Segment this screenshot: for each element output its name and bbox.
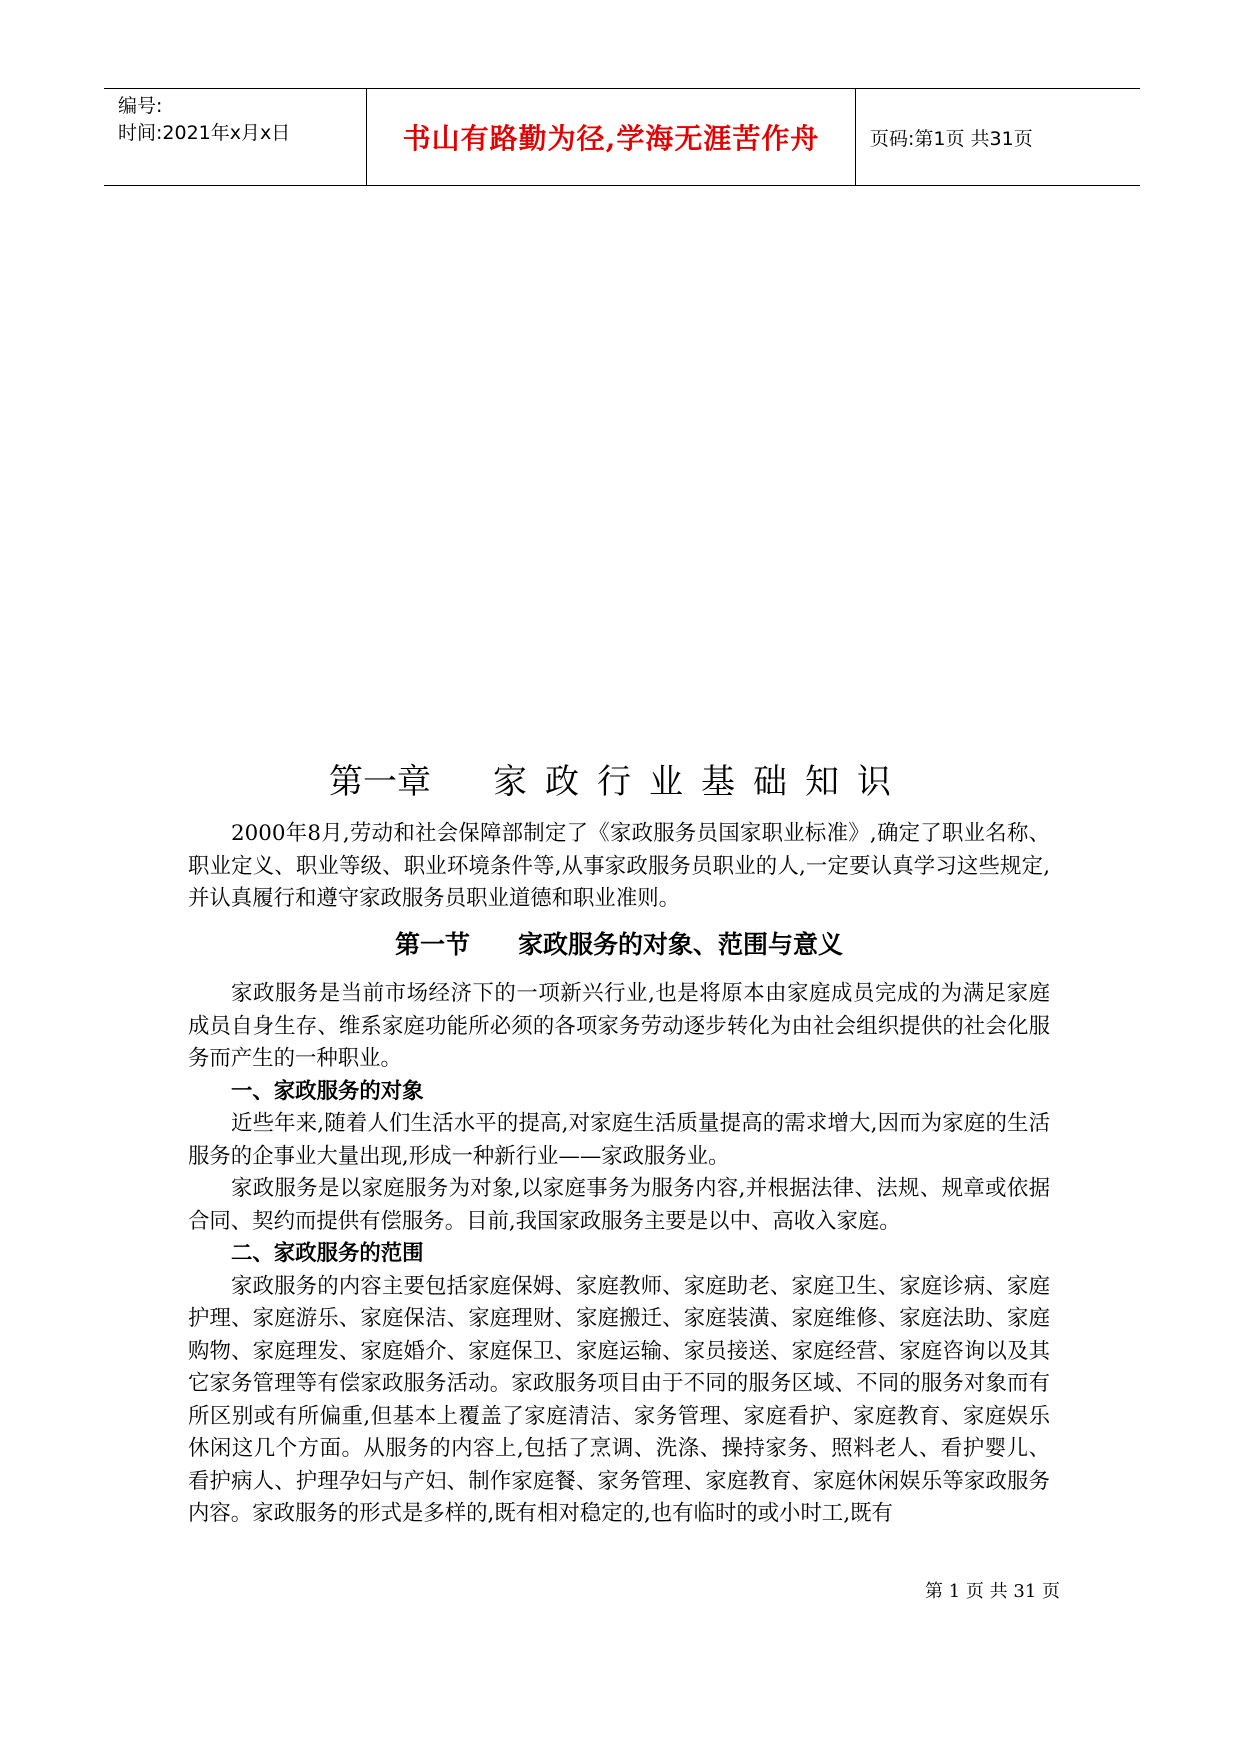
header-page-info: 页码:第1页 共31页: [870, 127, 1033, 150]
paragraph-4: 家政服务的内容主要包括家庭保姆、家庭教师、家庭助老、家庭卫生、家庭诊病、家庭护理、家庭游乐、家庭保洁、家庭理财、家庭搬迁、家庭装潢、家庭维修、家庭法助、家庭购物、家庭理发、家庭婚介、家庭保卫、家庭运输、家员接送、家庭经营、家庭咨询以及其它家务管理等有偿家政服务活动。家政服务项目由于不同的服务区域、不同的服务对象而有所区别或有所偏重,但基本上覆盖了家庭清洁、家务管理、家庭看护、家庭教育、家庭娱乐休闲这几个方面。从服务的内容上,包括了烹调、洗涤、操持家务、照料老人、看护婴儿、看护病人、护理孕妇与产妇、制作家庭餐、家务管理、家庭教育、家庭休闲娱乐等家政服务内容。家政服务的形式是多样的,既有相对稳定的,也有临时的或小时工,既有: [188, 1273, 1050, 1526]
header-motto: 书山有路勤为径,学海无涯苦作舟: [367, 89, 856, 185]
chapter-number: 第一章: [329, 762, 431, 802]
section-name: 家政服务的对象、范围与意义: [518, 930, 844, 959]
time-label: 时间:2021年x月x日: [118, 122, 291, 144]
intro-paragraph-block: [188, 818, 1050, 916]
subheading-service-scope: 二、家政服务的范围: [231, 1241, 424, 1266]
chapter-name: 家政行业基础知识: [493, 762, 909, 802]
intro-paragraph: 2000年8月,劳动和社会保障部制定了《家政服务员国家职业标准》,确定了职业名称、职业定义、职业等级、职业环境条件等,从事家政服务员职业的人,一定要认真学习这些规定,并认真履行和遵守家政服务员职业道德和职业准则。: [188, 821, 1050, 911]
subheading-service-objects: 一、家政服务的对象: [231, 1078, 424, 1104]
header-meta-cell: [104, 89, 367, 185]
section-number: 第一节: [394, 930, 470, 959]
page-footer: 第 1 页 共 31 页: [925, 1581, 1060, 1602]
section-title: [188, 928, 1050, 962]
paragraph-3: 家政服务是以家庭服务为对象,以家庭事务为服务内容,并根据法律、法规、规章或依据合同、契约而提供有偿服务。目前,我国家政服务主要是以中、高收入家庭。: [188, 1176, 1050, 1234]
number-label: 编号:: [118, 95, 163, 117]
paragraph-2: 近些年来,随着人们生活水平的提高,对家庭生活质量提高的需求增大,因而为家庭的生活服务的企事业大量出现,形成一种新行业——家政服务业。: [188, 1111, 1050, 1169]
paragraph-1: 家政服务是当前市场经济下的一项新兴行业,也是将原本由家庭成员完成的为满足家庭成员自身生存、维系家庭功能所必须的各项家务劳动逐步转化为由社会组织提供的社会化服务而产生的一种职业。: [188, 981, 1050, 1071]
section-body: [188, 978, 1050, 1531]
document-header: [104, 88, 1140, 186]
chapter-title: [188, 760, 1050, 804]
